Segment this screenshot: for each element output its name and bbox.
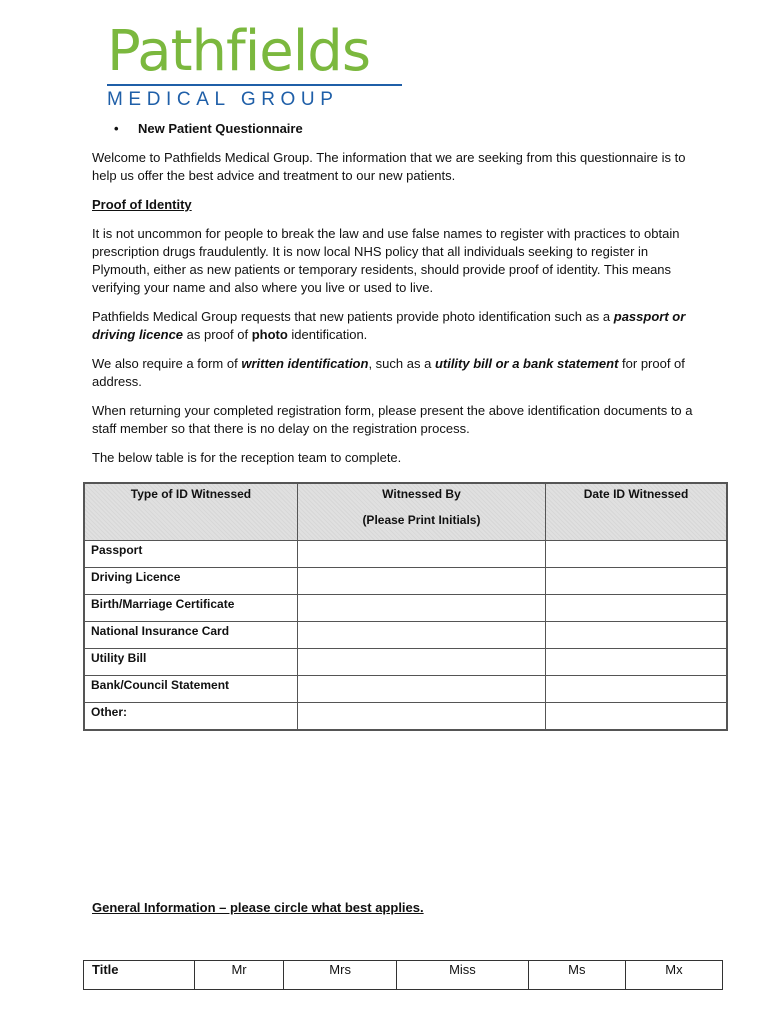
date-witnessed-field[interactable] <box>546 676 727 703</box>
header-witnessed-by <box>297 483 545 541</box>
id-type-cell: Utility Bill <box>84 649 297 676</box>
date-witnessed-field[interactable] <box>546 541 727 568</box>
date-witnessed-field[interactable] <box>546 703 727 731</box>
bullet-icon: • <box>114 121 119 136</box>
header-date-witnessed: Date ID Witnessed <box>546 483 727 541</box>
table-row <box>84 568 727 595</box>
written-id-paragraph <box>92 355 702 391</box>
table-row <box>84 541 727 568</box>
logo-subtitle: MEDICAL GROUP <box>107 89 339 110</box>
table-row <box>84 622 727 649</box>
title-option-ms[interactable]: Ms <box>528 961 625 990</box>
questionnaire-title-text: New Patient Questionnaire <box>138 121 303 136</box>
photo-text-2: as proof of <box>183 327 252 342</box>
table-row <box>84 676 727 703</box>
title-label: Title <box>84 961 195 990</box>
date-witnessed-field[interactable] <box>546 622 727 649</box>
id-witness-table <box>83 482 728 731</box>
witnessed-by-field[interactable] <box>297 595 545 622</box>
proof-of-identity-heading: Proof of Identity <box>92 197 192 212</box>
date-witnessed-field[interactable] <box>546 595 727 622</box>
general-information-heading: General Information – please circle what best applies. <box>92 900 424 915</box>
written-emphasis-1: written identification <box>241 356 369 371</box>
questionnaire-title <box>92 120 702 138</box>
witnessed-by-field[interactable] <box>297 541 545 568</box>
photo-id-paragraph <box>92 308 702 344</box>
proof-paragraph: It is not uncommon for people to break the law and use false names to register with practices to obtain prescription drugs fraudulently. It is now local NHS policy that all individuals seeking to register in Plymouth, either as new patients or temporary residents, should provide proof of identity. This means verifying your name and also where you live or used to live. <box>92 226 680 295</box>
witnessed-by-field[interactable] <box>297 649 545 676</box>
written-emphasis-2: utility bill or a bank statement <box>434 356 619 371</box>
witnessed-by-field[interactable] <box>297 622 545 649</box>
id-type-cell: Other: <box>84 703 297 731</box>
returning-paragraph: When returning your completed registration form, please present the above identification documents to a staff member so that there is no delay on the registration process. <box>92 403 693 436</box>
title-option-mrs[interactable]: Mrs <box>284 961 397 990</box>
id-type-cell: Birth/Marriage Certificate <box>84 595 297 622</box>
photo-text-3: identification. <box>287 327 368 342</box>
table-row <box>84 595 727 622</box>
title-option-miss[interactable]: Miss <box>397 961 529 990</box>
witnessed-by-field[interactable] <box>297 568 545 595</box>
witnessed-by-field[interactable] <box>297 703 545 731</box>
intro-paragraph: Welcome to Pathfields Medical Group. The information that we are seeking from this questionnaire is to help us offer the best advice and treatment to our new patients. <box>92 150 686 183</box>
photo-emphasis: passport or driving licence <box>92 309 686 342</box>
logo-divider <box>107 84 402 86</box>
photo-bold: photo <box>251 327 288 342</box>
table-row <box>84 649 727 676</box>
written-text-1: We also require a form of <box>92 356 242 371</box>
pathfields-logo <box>107 19 402 111</box>
title-option-mr[interactable]: Mr <box>195 961 284 990</box>
id-type-cell: Bank/Council Statement <box>84 676 297 703</box>
date-witnessed-field[interactable] <box>546 649 727 676</box>
photo-text-1: Pathfields Medical Group requests that new patients provide photo identification such as a <box>92 309 614 324</box>
header-print-initials: (Please Print Initials) <box>362 513 481 527</box>
written-text-3: for proof of address. <box>92 356 685 389</box>
table-header-row <box>84 483 727 541</box>
id-type-cell: National Insurance Card <box>84 622 297 649</box>
title-option-mx[interactable]: Mx <box>625 961 722 990</box>
date-witnessed-field[interactable] <box>546 568 727 595</box>
table-intro: The below table is for the reception team to complete. <box>92 450 402 465</box>
id-type-cell: Passport <box>84 541 297 568</box>
id-type-cell: Driving Licence <box>84 568 297 595</box>
header-witnessed-by-label: Witnessed By <box>382 487 461 501</box>
logo-name: Pathfields <box>107 19 371 84</box>
document-body <box>92 120 702 478</box>
header-type-of-id: Type of ID Witnessed <box>84 483 297 541</box>
title-selection-table <box>83 960 723 990</box>
written-text-2: , such as a <box>368 356 435 371</box>
table-row <box>84 703 727 731</box>
title-row <box>84 961 723 990</box>
witnessed-by-field[interactable] <box>297 676 545 703</box>
